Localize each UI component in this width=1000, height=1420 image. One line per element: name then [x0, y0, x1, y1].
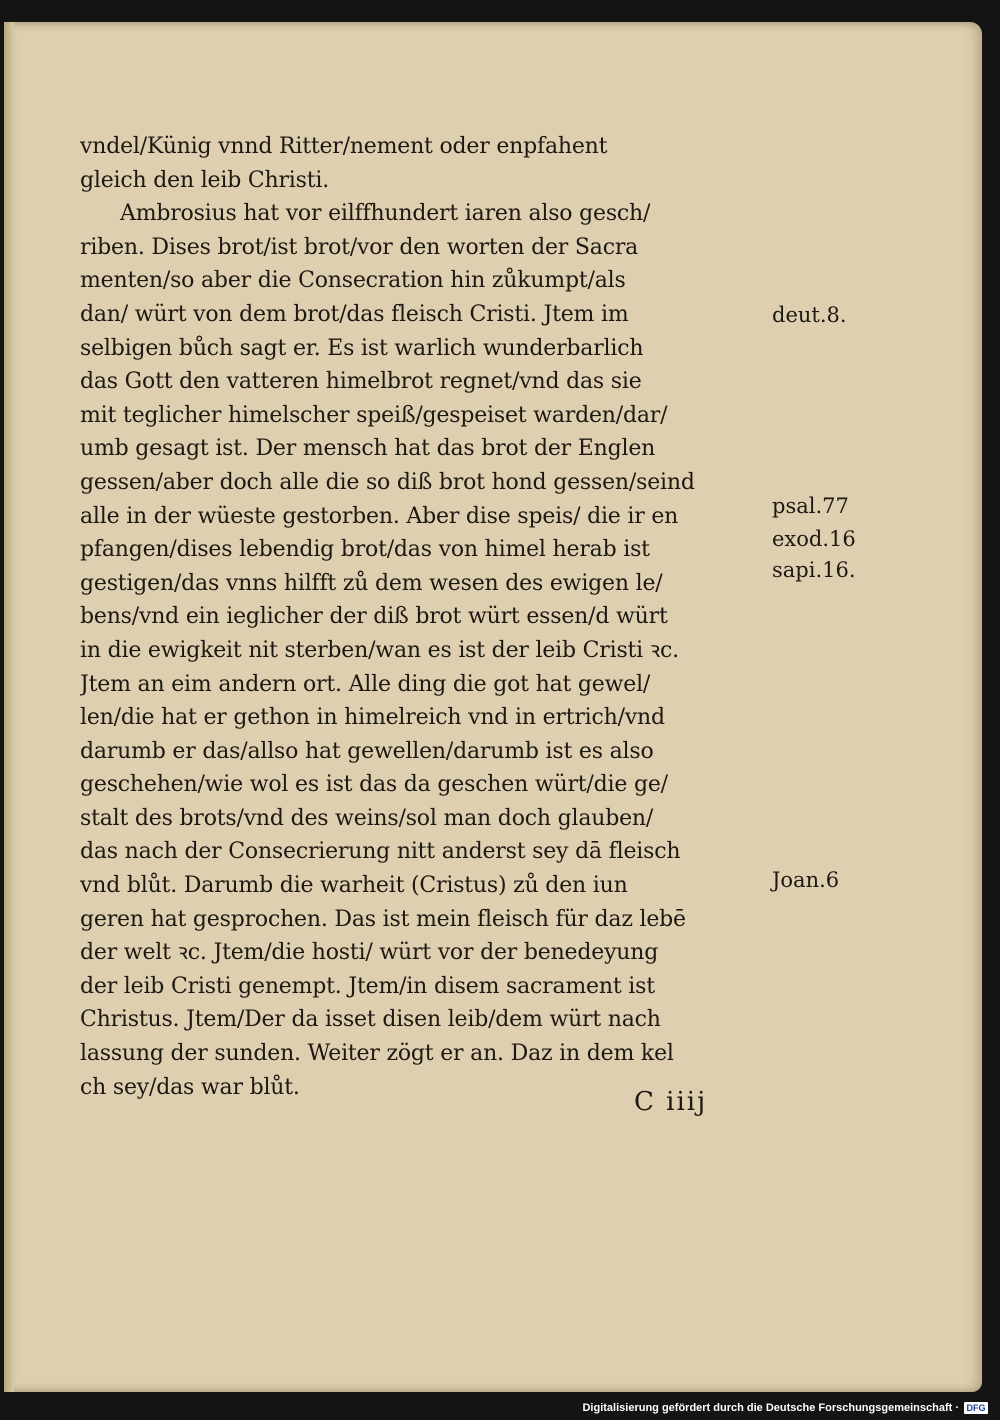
- scan-border: [982, 22, 1000, 1392]
- page-binding-shadow: [4, 22, 14, 1392]
- text-line-27: Christus. Jtem/Der da isset disen leib/dem würt nach: [80, 1007, 661, 1033]
- margin-note-sapi: sapi.16.: [772, 558, 856, 582]
- text-line-25: der welt ꝛc. Jtem/die hosti/ würt vor der benedeyung: [80, 940, 659, 966]
- main-text: [80, 130, 780, 1104]
- footer-bar: [582, 1398, 988, 1418]
- text-line-28: lassung der sunden. Weiter zögt er an. Daz in dem kel: [80, 1041, 674, 1067]
- text-line-24: geren hat gesprochen. Das ist mein fleisch für daz lebē: [80, 906, 686, 932]
- signature-mark: C iiij: [634, 1087, 708, 1117]
- margin-note-exod: exod.16: [772, 527, 856, 551]
- text-line-7: selbigen bůch sagt er. Es ist warlich wunderbarlich: [80, 335, 644, 361]
- text-line-22: das nach der Consecrierung nitt anderst sey dā fleisch: [80, 839, 681, 865]
- text-line-23: vnd blůt. Darumb die warheit (Cristus) zů den iun: [80, 873, 628, 899]
- text-line-9: mit teglicher himelscher speiß/gespeiset warden/dar/: [80, 402, 668, 428]
- footer-credit: Digitalisierung gefördert durch die Deutsche Forschungsgemeinschaft ·: [582, 1402, 959, 1414]
- margin-note-joan: Joan.6: [772, 868, 840, 892]
- text-line-18: len/die hat er gethon in himelreich vnd in ertrich/vnd: [80, 705, 665, 731]
- text-line-8: das Gott den vatteren himelbrot regnet/vnd das sie: [80, 369, 642, 395]
- text-line-19: darumb er das/allso hat gewellen/darumb ist es also: [80, 738, 654, 764]
- margin-notes: [772, 0, 882, 1200]
- text-line-17: Jtem an eim andern ort. Alle ding die got hat gewel/: [80, 671, 651, 697]
- dfg-logo: DFG: [964, 1402, 988, 1414]
- text-line-12: alle in der wüeste gestorben. Aber dise speis/ die ir en: [80, 503, 679, 529]
- text-line-21: stalt des brots/vnd des weins/sol man doch glauben/: [80, 805, 654, 831]
- text-line-20: geschehen/wie wol es ist das da geschen würt/die ge/: [80, 772, 668, 798]
- margin-note-psal: psal.77: [772, 494, 849, 518]
- margin-note-deut: deut.8.: [772, 303, 847, 327]
- text-line-14: gestigen/das vnns hilfft zů dem wesen des ewigen le/: [80, 570, 663, 596]
- text-line-3: Ambrosius hat vor eilffhundert iaren also gesch/: [120, 201, 651, 227]
- text-line-10: umb gesagt ist. Der mensch hat das brot der Englen: [80, 436, 656, 462]
- text-line-2: gleich den leib Christi.: [80, 167, 330, 193]
- text-line-4: riben. Dises brot/ist brot/vor den worten der Sacra: [80, 234, 639, 260]
- text-line-11: gessen/aber doch alle die so diß brot hond gessen/seind: [80, 469, 695, 495]
- text-line-13: pfangen/dises lebendig brot/das von himel herab ist: [80, 537, 650, 563]
- text-line-6: dan/ würt von dem brot/das fleisch Cristi. Jtem im: [80, 301, 629, 327]
- text-line-29: ch sey/das war blůt.: [80, 1074, 300, 1100]
- text-line-5: menten/so aber die Consecration hin zůkumpt/als: [80, 268, 626, 294]
- text-line-16: in die ewigkeit nit sterben/wan es ist der leib Cristi ꝛc.: [80, 637, 679, 663]
- text-line-15: bens/vnd ein ieglicher der diß brot würt essen/d würt: [80, 604, 668, 630]
- text-line-26: der leib Cristi genempt. Jtem/in disem sacrament ist: [80, 973, 655, 999]
- text-line-1: vndel/Künig vnnd Ritter/nement oder enpfahent: [80, 134, 608, 159]
